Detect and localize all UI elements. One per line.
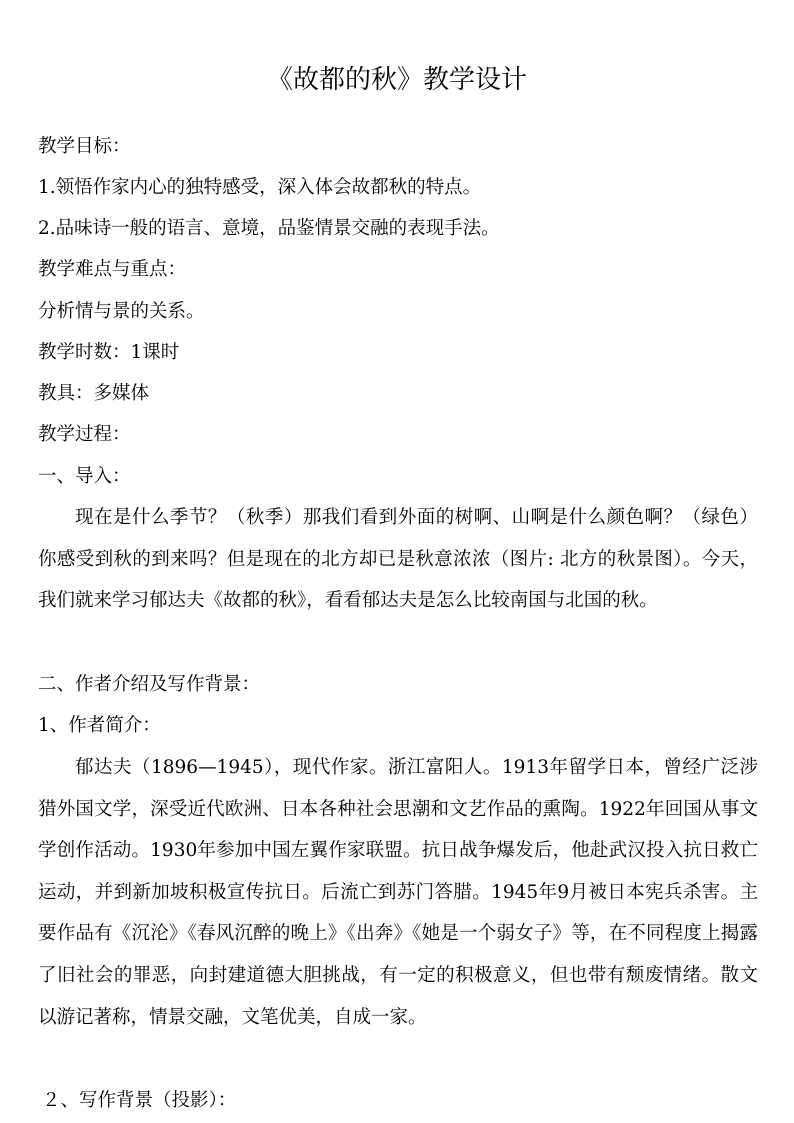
process-heading: 教学过程： [38,424,131,445]
document-title: 《故都的秋》教学设计 [266,65,527,95]
section-heading-author: 二、作者介绍及写作背景： [38,674,261,695]
goals-heading: 教学目标： [38,136,131,157]
subsection-heading-background: ２、写作背景（投影）： [42,1090,237,1111]
author-bio-paragraph: 郁达夫（1896—1945），现代作家。浙江富阳人。1913年留学日本，曾经广泛涉猎外国文学，深受近代欧洲、日本各种社会思潮和文艺作品的熏陶。1922年回国从事文学创作活动。1930年参加中国左翼作家联盟。抗日战争爆发后，他赴武汉投入抗日救亡运动，并到新加坡积极宣传抗日。后流亡到苏门答腊。1945年9月被日本宪兵杀害。主要作品有《沉沦》《春风沉醉的晚上》《出奔》《她是一个弱女子》等，在不同程度上揭露了旧社会的罪恶，向封建道德大胆挑战，有一定的积极意义，但也带有颓废情绪。散文以游记著称，情景交融，文笔优美，自成一家。 [38,757,758,1028]
key-points-heading: 教学难点与重点： [38,259,187,280]
goal-item-1: 1.领悟作家内心的独特感受，深入体会故都秋的特点。 [38,177,482,198]
teaching-tools: 教具：多媒体 [38,383,150,404]
teaching-hours: 教学时数：1课时 [38,342,180,363]
goal-item-2: 2.品味诗一般的语言、意境，品鉴情景交融的表现手法。 [38,218,500,239]
section-heading-intro: 一、导入： [38,466,131,487]
intro-paragraph: 现在是什么季节？（秋季）那我们看到外面的树啊、山啊是什么颜色啊？（绿色）你感受到秋的到来吗？但是现在的北方却已是秋意浓浓（图片: 北方的秋景图）。今天，我们就来学习郁达夫《故都的秋》，看看郁达夫是怎么比较南国与北国的秋。 [38,507,758,612]
key-points-text: 分析情与景的关系。 [38,301,205,322]
subsection-heading-author-bio: 1、作者简介： [38,715,161,736]
